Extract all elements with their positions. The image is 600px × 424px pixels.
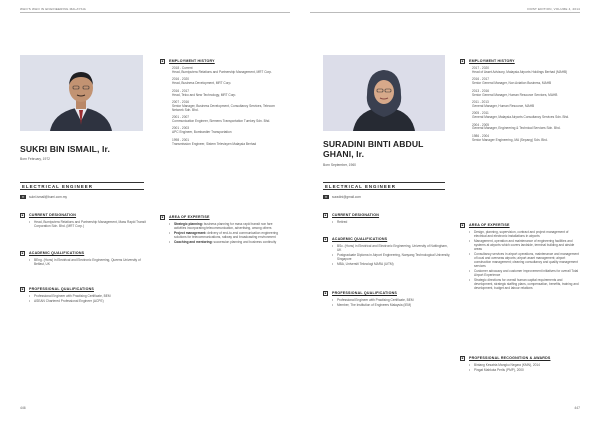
gear-icon: ■ [461,223,464,227]
employment-item: 2016 - 2020 Head, Business Development, MRT Corp. [172,77,232,86]
header-rule-left [20,12,290,13]
employment-item: 2001 - 2007 Communication Engineer, Siemens Transportation Turnkey Sdn. Bhd. [172,115,271,124]
employment-item: 2007 - 2016 Senior Manager, Business Development, Consultancy Services, Telecom Network Sdn. Bhd. [172,99,275,112]
expertise-item: • Strategic planning: business planning for mass rapid transit non fare activities incorporating telecommunication, advertising, among others [169,223,280,231]
certificate-icon: ■ [324,291,327,295]
employment-left: ■ EMPLOYMENT HISTORY 2018 - Current Head, Bumiputera Relations and Partnership Management, MRT Corp. 2016 - 2020 Head, Business Development, MRT Corp. 2016 - 2017 Head, Telco and New Technology, MRT Corp. 2007 - 2016 Senior Manager, Business Development, Consultancy Services, Telecom Network Sdn. Bhd. 2001 - 2007 Communication Engineer, Siemens Transportation Turnkey Sdn. Bhd. 2001 - 2003 APC Engineer, Bombardier Transportation 1998 - 2001 Transmission Engineer, Sistem Televisyen Malaysia Berhad [160,58,280,150]
employment-item: 2018 - Current Head, Bumiputera Relations and Partnership Management, MRT Corp. [172,66,272,74]
expertise-item: • Coaching and mentoring: succession planning and business continuity [169,241,280,245]
current-designation-right: ■ CURRENT DESIGNATION • Retired [335,212,453,226]
graduation-cap-icon: ■ [324,237,327,241]
mail-icon: ✉ [21,195,25,199]
person-name-right: SURADINI BINTI ABDUL GHANI, Ir. [323,139,424,159]
birth-date-right: Born September, 1960 [323,163,356,167]
portrait-photo-suradini [323,55,445,131]
expertise-item: • Management, operation and maintenance of engineering facilities and systems at airports which covers landside, terminal building and airside areas [469,240,580,252]
header-rule-right [310,12,580,13]
expertise-item: • Consultancy services in airport operations, maintenance and management of local and overseas airports; airport asset management; airport construction management; cleaning consultancy and quality management services [469,253,580,269]
page-number-left: 446 [20,406,26,410]
expertise-item: • Strategic directions for overall human capital requirements and development, strategic staffing plans, compensation, benefits, training and development, budget and labour relations [469,279,580,291]
employment-item: 2005 - 2011 General Manager, Malaysia Airports Consultancy Services Sdn. Bhd. [472,111,570,120]
running-header-right: FIRST EDITION, VOLUME 4, 2014 [527,7,580,11]
running-header-left: WHO'S WHO IN ENGINEERING MALAYSIA [20,7,86,11]
employment-right: ■ EMPLOYMENT HISTORY 2017 - 2020 Head of Asset Advisory, Malaysia Airports Holdings Berhad (MAHB) 2016 - 2017 Senior General Manager, Non Aviation Business, MAHB 2013 - 2016 Senior General Manager, Human Resource Services, MAHB 2011 - 2013 General Manager, Human Resource, MAHB 2005 - 2011 General Manager, Malaysia Airports Consultancy Services Sdn. Bhd. 2004 - 2005 General Manager, Engineering & Technical Services Sdn. Bhd. 1986 - 2004 Senior Manager Engineering, MA (Sepang) Sdn. Bhd. [460,58,580,146]
discipline-bar-left [20,182,144,190]
academic-left: ■ ACADEMIC QUALIFICATIONS • BEng. (Hons) in Electrical and Electronic Engineering, Queens University of Belfast, UK [32,250,150,268]
expertise-left: ■ AREA OF EXPERTISE • Strategic planning: business planning for mass rapid transit non fare activities incorporating telecommunication, advertising, among others • Project management: delivery of end-to-end communication engineering solutions for telecommunications, railway and broadcasting environment • Coaching and mentoring: succession planning and business continuity [160,214,280,246]
email-right[interactable]: suradini@gmail.com [332,195,361,199]
discipline-label: ELECTRICAL ENGINEER [325,183,396,189]
award-icon: ■ [461,356,464,360]
gear-icon: ■ [161,215,164,219]
certificate-icon: ■ [21,287,24,291]
briefcase-icon: ■ [324,213,327,217]
employment-item: 2016 - 2017 Senior General Manager, Non Aviation Business, MAHB [472,77,552,86]
professional-left: ■ PROFESSIONAL QUALIFICATIONS • Professional Engineer with Practising Certificate, BEM • ASEAN Chartered Professional Engineer (ACPE) [32,286,150,305]
employment-item: 2004 - 2005 General Manager, Engineering & Technical Services Sdn. Bhd. [472,122,561,131]
current-designation-left: ■ CURRENT DESIGNATION • Head, Bumiputera Relations and Partnership Management, Mass Rapid Transit Corporation Sdn. Bhd. (MRT Corp.) [32,212,150,230]
email-row-left [20,195,67,199]
email-left[interactable]: sukri.ismail@bumi.com.my [29,195,67,199]
employment-item: 2013 - 2016 Senior General Manager, Human Resource Services, MAHB [472,88,558,97]
discipline-bar-right [323,182,445,190]
professional-right: ■ PROFESSIONAL QUALIFICATIONS • Professional Engineer with Practising Certificate, BEM • Member, The Institution of Engineers Malaysia (IEM) [335,290,453,309]
expertise-item: • Design, planning, supervision, contract and project management of electrical and electronic installations in airports [469,231,580,239]
employment-item: 2016 - 2017 Head, Telco and New Technology, MRT Corp. [172,88,237,97]
building-icon: ■ [161,59,164,63]
person-name-left: SUKRI BIN ISMAIL, Ir. [20,144,110,154]
building-icon: ■ [461,59,464,63]
expertise-item: • Project management: delivery of end-to-end communication engineering solutions for telecommunications, railway and broadcasting environment [169,232,280,240]
employment-item: 1986 - 2004 Senior Manager Engineering, MA (Sepang) Sdn. Bhd. [472,133,548,142]
birth-date-left: Born February, 1972 [20,157,50,161]
graduation-cap-icon: ■ [21,251,24,255]
page-number-right: 447 [574,406,580,410]
expertise-right: ■ AREA OF EXPERTISE • Design, planning, supervision, contract and project management of electrical and electronic installations in airports • Management, operation and maintenance of engineering facilities and systems at airports which covers landside, terminal building and airside areas • Consultancy services in airport operations, maintenance and management of local and overseas airports; airport asset management; airport construction management; cleaning consultancy and quality management services • Customer advocacy and customer improvement initiatives for overall Total Airport Experience • Strategic directions for overall human capital requirements and development, strategic staffing plans, compensation, benefits, training and development, budget and labour relations [460,222,580,292]
academic-right: ■ ACADEMIC QUALIFICATIONS • BSc. (Hons) in Electrical and Electronic Engineering, University of Nottingham, UK • Postgraduate Diploma in Airport Engineering, Nanyang Technological University, Singapore • MBA, Universiti Teknologi MARA (UiTM) [335,236,453,268]
portrait-photo-sukri [20,55,143,131]
email-row-right [323,195,361,199]
employment-item: 1998 - 2001 Transmission Engineer, Sistem Televisyen Malaysia Berhad [172,137,257,146]
expertise-item: • Customer advocacy and customer improvement initiatives for overall Total Airport Experience [469,270,580,278]
recognition-right: ■ PROFESSIONAL RECOGNITION & AWARDS • Bintang Kesatria Mangku Negara (KMN), 2014 • Pingat Mahkota Perlis (PMP), 2000 [460,355,580,374]
employment-item: 2011 - 2013 General Manager, Human Resource, MAHB [472,99,535,108]
employment-item: 2001 - 2003 APC Engineer, Bombardier Transportation [172,126,232,135]
discipline-label: ELECTRICAL ENGINEER [22,183,93,189]
employment-item: 2017 - 2020 Head of Asset Advisory, Malaysia Airports Holdings Berhad (MAHB) [472,66,568,74]
briefcase-icon: ■ [21,213,24,217]
mail-icon: ✉ [324,195,328,199]
